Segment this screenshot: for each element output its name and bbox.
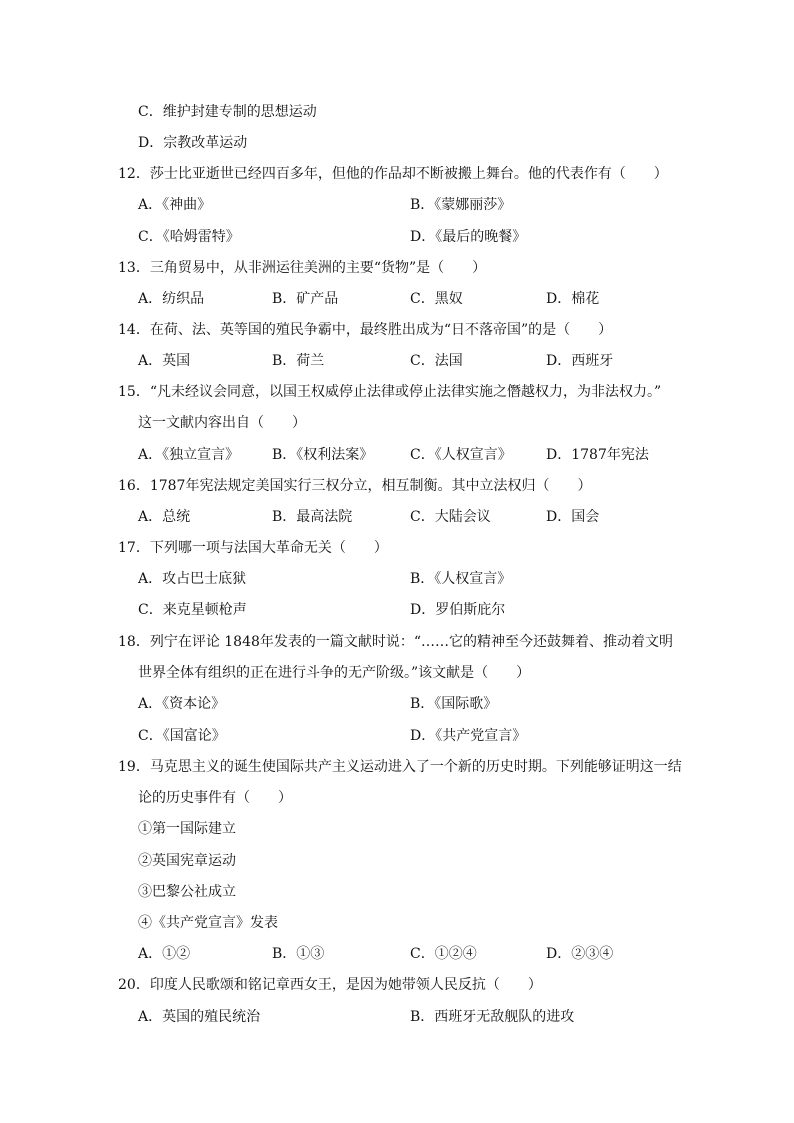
q16-option-b: B．最高法院 bbox=[272, 509, 353, 525]
q17-option-b: B．《人权宣言》 bbox=[410, 571, 512, 587]
q18-option-c: C．《国富论》 bbox=[138, 728, 226, 744]
q16-option-d: D．国会 bbox=[546, 509, 600, 525]
q11-option-d: D．宗教改革运动 bbox=[138, 135, 248, 151]
q19-option-a: A．①② bbox=[138, 946, 191, 962]
q12-option-b: B．《蒙娜丽莎》 bbox=[410, 197, 512, 213]
q19-stem-line2: 论的历史事件有（ ） bbox=[138, 790, 292, 806]
q15-option-c: C．《人权宣言》 bbox=[410, 447, 512, 463]
q13-option-c: C．黑奴 bbox=[410, 291, 463, 307]
q17-option-d: D．罗伯斯庇尔 bbox=[410, 602, 506, 618]
q16-option-a: A．总统 bbox=[138, 509, 191, 525]
q18-stem-line2: 世界全体有组织的正在进行斗争的无产阶级。”该文献是（ ） bbox=[138, 665, 531, 681]
q15-option-b: B．《权利法案》 bbox=[272, 447, 374, 463]
q18-option-b: B．《国际歌》 bbox=[410, 696, 498, 712]
q19-option-b: B．①③ bbox=[272, 946, 325, 962]
q15-stem-line2: 这一文献内容出自（ ） bbox=[138, 415, 306, 431]
q16-option-c: C．大陆会议 bbox=[410, 509, 491, 525]
q19-option-c: C．①②④ bbox=[410, 946, 477, 962]
q19-item-1: ①第一国际建立 bbox=[138, 821, 236, 837]
q15-option-d: D．1787年宪法 bbox=[546, 447, 649, 463]
q19-item-3: ③巴黎公社成立 bbox=[138, 884, 236, 900]
q14-option-b: B．荷兰 bbox=[272, 353, 325, 369]
q13-option-a: A．纺织品 bbox=[138, 291, 205, 307]
q19-option-d: D．②③④ bbox=[546, 946, 614, 962]
q18-stem-line1: 18．列宁在评论 1848年发表的一篇文献时说：“……它的精神至今还鼓舞着、推动着文明 bbox=[118, 634, 674, 650]
q12-stem: 12．莎士比亚逝世已经四百多年，但他的作品却不断被搬上舞台。他的代表作有（ ） bbox=[118, 166, 668, 182]
q17-stem: 17．下列哪一项与法国大革命无关（ ） bbox=[118, 540, 388, 556]
q18-option-d: D．《共产党宣言》 bbox=[410, 728, 527, 744]
q13-option-b: B．矿产品 bbox=[272, 291, 339, 307]
q15-option-a: A．《独立宣言》 bbox=[138, 447, 240, 463]
q15-stem-line1: 15．“凡未经议会同意，以国王权威停止法律或停止法律实施之僭越权力，为非法权力。” bbox=[118, 384, 662, 400]
q20-option-a: A．英国的殖民统治 bbox=[138, 1009, 261, 1025]
q14-option-a: A．英国 bbox=[138, 353, 191, 369]
q11-option-c: C．维护封建专制的思想运动 bbox=[138, 104, 317, 120]
q14-option-d: D．西班牙 bbox=[546, 353, 614, 369]
q12-option-d: D．《最后的晚餐》 bbox=[410, 229, 527, 245]
q12-option-c: C．《哈姆雷特》 bbox=[138, 229, 240, 245]
q17-option-a: A．攻占巴士底狱 bbox=[138, 571, 247, 587]
q19-stem-line1: 19．马克思主义的诞生使国际共产主义运动进入了一个新的历史时期。下列能够证明这一结 bbox=[118, 759, 682, 775]
q14-stem: 14．在荷、法、英等国的殖民争霸中，最终胜出成为“日不落帝国”的是（ ） bbox=[118, 322, 613, 338]
q17-option-c: C．来克星顿枪声 bbox=[138, 602, 247, 618]
q19-item-2: ②英国宪章运动 bbox=[138, 853, 236, 869]
q12-option-a: A．《神曲》 bbox=[138, 197, 212, 213]
q18-option-a: A．《资本论》 bbox=[138, 696, 226, 712]
q20-stem: 20．印度人民歌颂和铭记章西女王，是因为她带领人民反抗（ ） bbox=[118, 977, 542, 993]
q14-option-c: C．法国 bbox=[410, 353, 463, 369]
q13-stem: 13．三角贸易中，从非洲运往美洲的主要“货物”是（ ） bbox=[118, 260, 487, 276]
q16-stem: 16．1787年宪法规定美国实行三权分立，相互制衡。其中立法权归（ ） bbox=[118, 478, 592, 494]
q20-option-b: B．西班牙无敌舰队的进攻 bbox=[410, 1009, 575, 1025]
q19-item-4: ④《共产党宣言》发表 bbox=[138, 915, 278, 931]
q13-option-d: D．棉花 bbox=[546, 291, 600, 307]
